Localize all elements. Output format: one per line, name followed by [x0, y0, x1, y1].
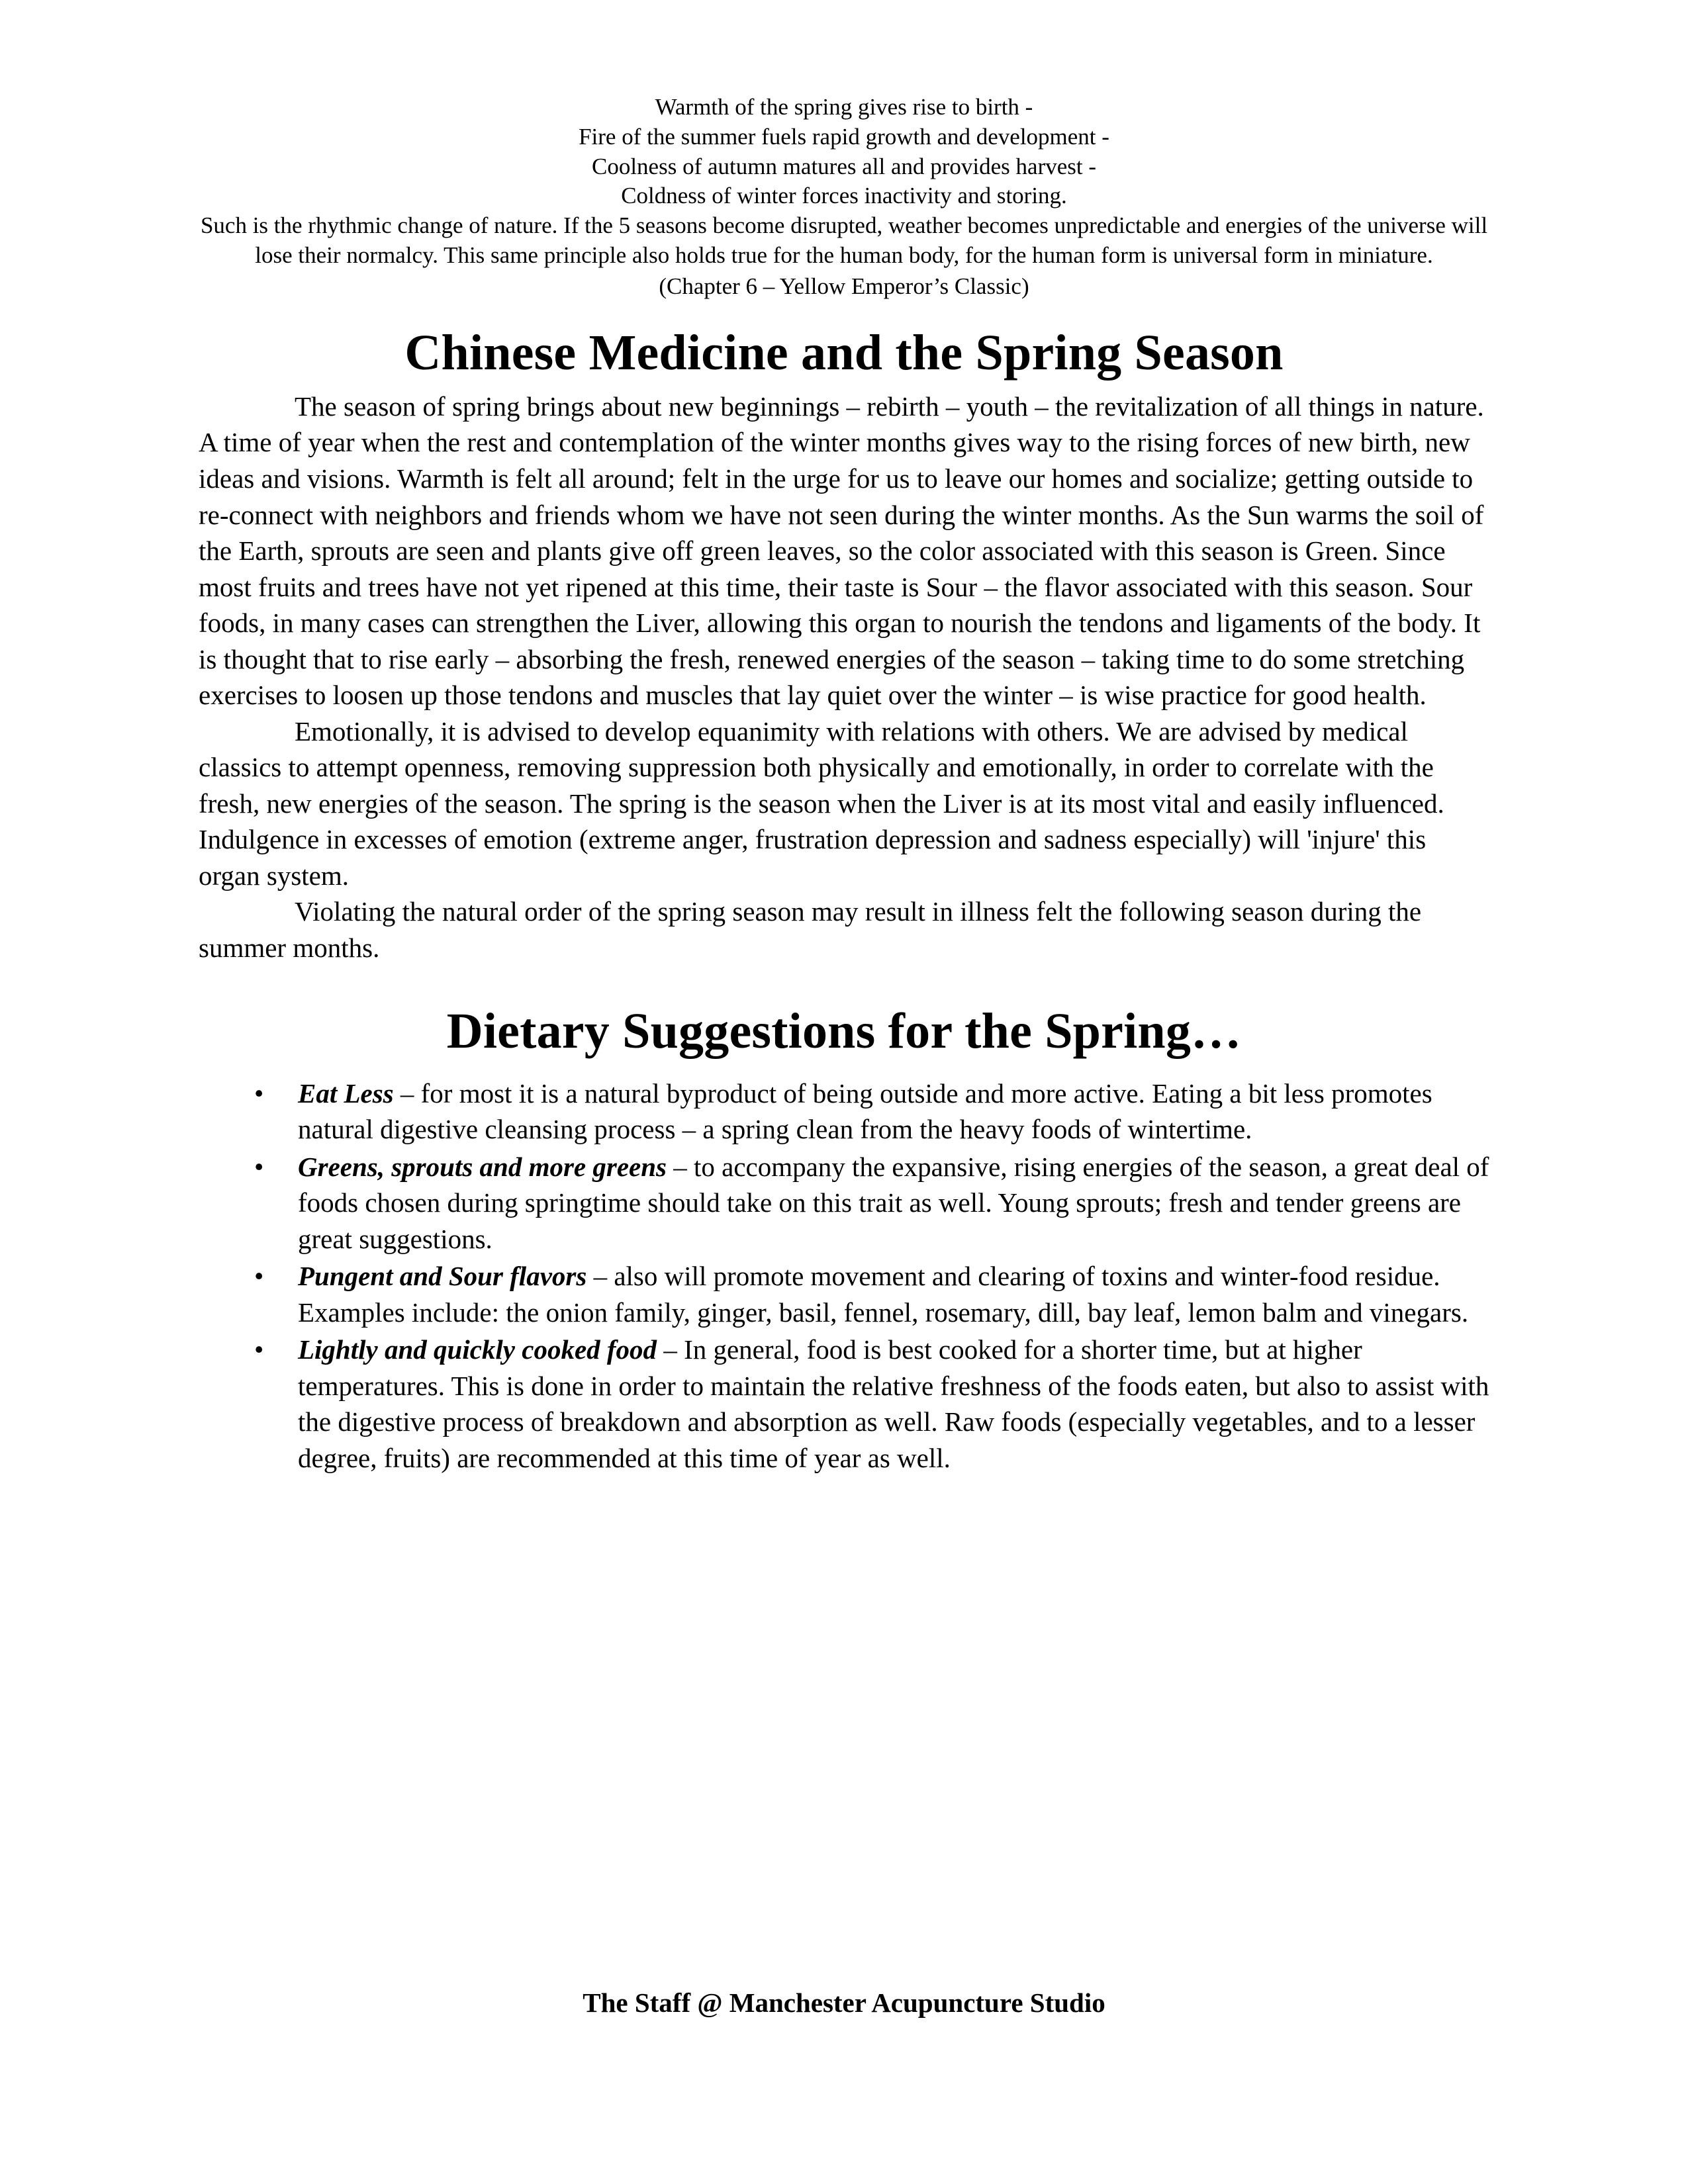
epigraph-line-autumn: Coolness of autumn matures all and provides harvest - [591, 153, 1097, 179]
bullet-icon: • [254, 1077, 264, 1109]
epigraph-prose: Such is the rhythmic change of nature. If the 5 seasons become disrupted, weather becomes unpredictable and energies of the universe will lose their normalcy. This same principle also holds true for the human body, for the human form is universal form in miniature. [200, 212, 1488, 268]
list-item-text: – for most it is a natural byproduct of being outside and more active. Eating a bit less promotes natural digestive cleansing process – a spring clean from the heavy foods of wintertime. [298, 1077, 1432, 1145]
document-body [199, 93, 1489, 1477]
list-item-text: – to accompany the expansive, rising energies of the season, a great deal of foods chosen during springtime should take on this trait as well. Young sprouts; fresh and tender greens are great suggestions. [298, 1151, 1489, 1254]
bullet-icon: • [254, 1334, 264, 1365]
list-item-lead: Greens, sprouts and more greens [298, 1151, 667, 1182]
dietary-suggestions-list [199, 1075, 1489, 1477]
epigraph-line-summer: Fire of the summer fuels rapid growth and development - [579, 123, 1109, 150]
list-item-text: – In general, food is best cooked for a shorter time, but at higher temperatures. This is done in order to maintain the relative freshness of the foods eaten, but also to assist with the digestive process of breakdown and absorption as well. Raw foods (especially vegetables, and to a lesser degree, fruits) are recommended at this time of year as well. [298, 1334, 1489, 1473]
epigraph-block [199, 93, 1489, 302]
list-item-lead: Pungent and Sour flavors [298, 1261, 587, 1292]
list-item [199, 1258, 1489, 1330]
section-title-dietary: Dietary Suggestions for the Spring… [446, 1003, 1242, 1060]
list-item-lead: Eat Less [298, 1077, 394, 1109]
bullet-icon: • [254, 1151, 264, 1182]
paragraph-spring-overview: The season of spring brings about new beginnings – rebirth – youth – the revitalization of all things in nature. A time of year when the rest and contemplation of the winter months gives way to the rising forces of new birth, new ideas and visions. Warmth is felt all around; felt in the urge for us to leave our homes and socialize; getting outside to re-connect with neighbors and friends whom we have not seen during the winter months. As the Sun warms the soil of the Earth, sprouts are seen and plants give off green leaves, so the color associated with this season is Green. Since most fruits and trees have not yet ripened at this time, their taste is Sour – the flavor associated with this season. Sour foods, in many cases can strengthen the Liver, allowing this organ to nourish the tendons and ligaments of the body. It is thought that to rise early – absorbing the fresh, renewed energies of the season – taking time to do some stretching exercises to loosen up those tendons and muscles that lay quiet over the winter – is wise practice for good health. [199, 390, 1484, 711]
paragraph-violating-order: Violating the natural order of the spring season may result in illness felt the following season during the summer months. [199, 896, 1422, 963]
list-item [199, 1149, 1489, 1257]
epigraph-attribution: (Chapter 6 – Yellow Emperor’s Classic) [659, 273, 1029, 299]
page-title: Chinese Medicine and the Spring Season [404, 324, 1284, 381]
list-item [199, 1075, 1489, 1148]
footer-signature: The Staff @ Manchester Acupuncture Studio [583, 1987, 1105, 2018]
paragraph-emotional-guidance: Emotionally, it is advised to develop equanimity with relations with others. We are advised by medical classics to attempt openness, removing suppression both physically and emotionally, in order to correlate with the fresh, new energies of the season. The spring is the season when the Liver is at its most vital and easily influenced. Indulgence in excesses of emotion (extreme anger, frustration depression and sadness especially) will 'injure' this organ system. [199, 715, 1444, 891]
list-item-lead: Lightly and quickly cooked food [298, 1334, 657, 1365]
list-item [199, 1332, 1489, 1476]
epigraph-line-spring: Warmth of the spring gives rise to birth - [655, 94, 1033, 120]
epigraph-line-winter: Coldness of winter forces inactivity and storing. [621, 183, 1067, 209]
bullet-icon: • [254, 1261, 264, 1292]
document-footer [199, 1985, 1489, 2021]
list-item-text: – also will promote movement and clearing of toxins and winter-food residue. Examples include: the onion family, ginger, basil, fennel, rosemary, dill, bay leaf, lemon balm and vinegars. [298, 1261, 1469, 1328]
